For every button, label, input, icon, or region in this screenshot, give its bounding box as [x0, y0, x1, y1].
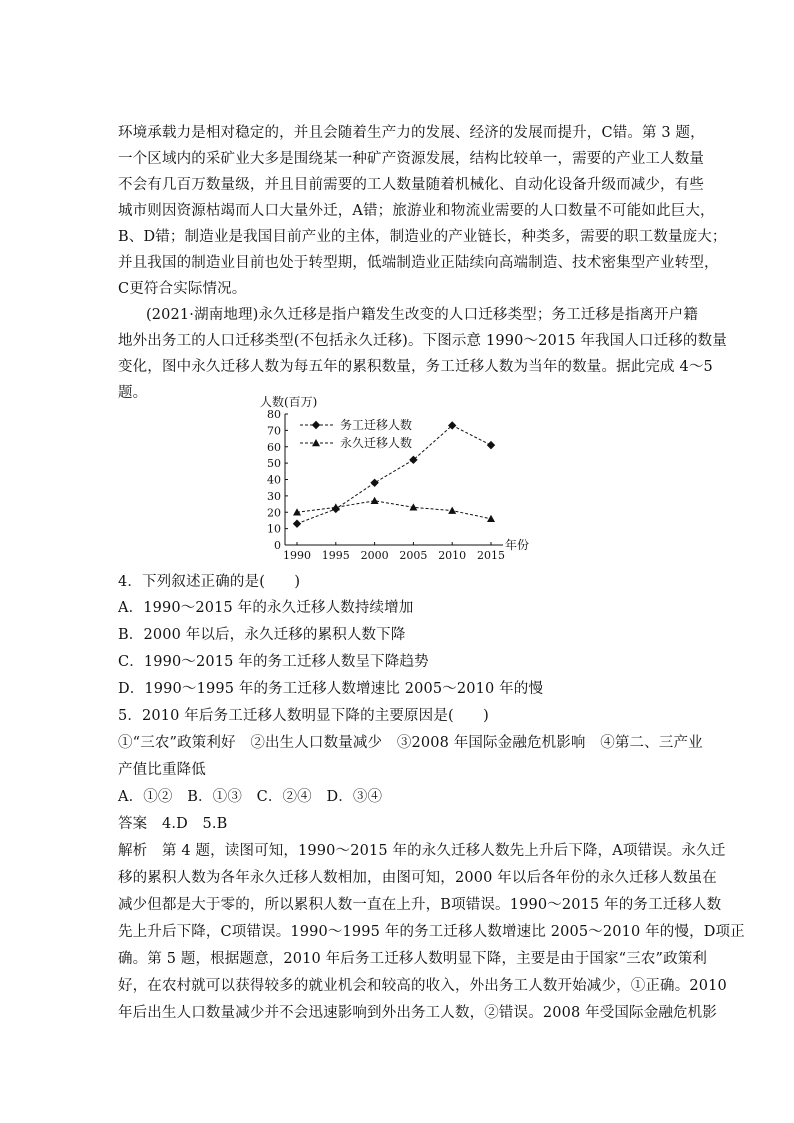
analysis-line: 确。第 5 题，根据题意，2010 年后务工迁移人数明显下降，主要是由于国家“三农”政策利 — [118, 951, 708, 967]
question-4-option-a: A．1990～2015 年的永久迁移人数持续增加 — [118, 600, 414, 616]
analysis-line: 好，在农村就可以获得较多的就业机会和较高的收入，外出务工人数开始减少，①正确。2010 — [118, 978, 727, 994]
question-5-items-cont: 产值比重降低 — [118, 762, 206, 778]
y-tick-label: 20 — [267, 506, 281, 520]
analysis-line: 解析 第 4 题，读图可知，1990～2015 年的永久迁移人数先上升后下降，A项错误。永久迁 — [118, 843, 726, 859]
x-tick-label: 1995 — [321, 549, 350, 562]
series-line-2 — [297, 501, 491, 519]
paragraph-line: 城市则因资源枯竭而人口大量外迁，A错；旅游业和物流业需要的人口数量不可能如此巨大， — [118, 203, 715, 219]
x-tick-label: 2015 — [477, 549, 505, 562]
paragraph-line: C更符合实际情况。 — [118, 281, 247, 297]
legend-marker — [312, 421, 320, 429]
y-tick-label: 10 — [267, 522, 281, 536]
paragraph-line: B、D错；制造业是我国目前产业的主体，制造业的产业链长，种类多，需要的职工数量庞大； — [118, 229, 727, 245]
data-point-series-2 — [371, 497, 379, 504]
question-5-options: A．①② B．①③ C．②④ D．③④ — [118, 789, 383, 805]
x-axis-label: 年份 — [505, 538, 530, 552]
y-tick-label: 50 — [267, 457, 281, 471]
question-4-option-d: D．1990～1995 年的务工迁移人数增速比 2005～2010 年的慢 — [118, 681, 544, 697]
y-tick-label: 70 — [267, 424, 281, 438]
question-5-stem: 5．2010 年后务工迁移人数明显下降的主要原因是( ) — [118, 708, 489, 724]
x-tick-label: 2005 — [399, 549, 428, 562]
y-tick-label: 60 — [267, 440, 281, 454]
question-4-stem: 4．下列叙述正确的是( ) — [118, 574, 301, 590]
legend-label: 永久迁移人数 — [340, 436, 413, 450]
data-point-series-2 — [487, 515, 495, 522]
data-point-series-2 — [409, 503, 417, 510]
y-axis-label: 人数(百万) — [260, 395, 318, 409]
analysis-line: 先上升后下降，C项错误。1990～1995 年的务工迁移人数增速比 2005～2010 年的慢，D项正 — [118, 924, 745, 940]
data-point-series-1 — [487, 441, 495, 449]
migration-line-chart — [255, 392, 545, 570]
y-tick-label: 30 — [267, 489, 281, 503]
y-tick-label: 80 — [267, 408, 281, 421]
y-tick-label: 0 — [274, 539, 281, 552]
x-tick-label: 2010 — [438, 549, 467, 562]
legend-marker — [312, 439, 320, 446]
intro-line: 题。 — [118, 385, 148, 401]
x-tick-label: 2000 — [360, 549, 389, 562]
data-point-series-1 — [293, 520, 301, 528]
paragraph-line: 并且我国的制造业目前也处于转型期，低端制造业正陆续向高端制造、技术密集型产业转型， — [118, 255, 719, 271]
analysis-line: 年后出生人口数量减少并不会迅速影响到外出务工人数，②错误。2008 年受国际金融危机影 — [118, 1005, 717, 1021]
x-tick-label: 1990 — [283, 549, 311, 562]
paragraph-line: 不会有几百万数量级，并且目前需要的工人数量随着机械化、自动化设备升级而减少，有些 — [118, 177, 704, 193]
analysis-line: 移的累积人数为各年永久迁移人数相加，由图可知，2000 年以后各年份的永久迁移人数虽在 — [118, 870, 717, 886]
y-tick-label: 40 — [267, 473, 281, 487]
data-point-series-2 — [448, 507, 456, 514]
data-point-series-1 — [370, 479, 378, 487]
intro-line: (2021·湖南地理)永久迁移是指户籍发生改变的人口迁移类型；务工迁移是指离开户籍 — [146, 307, 698, 323]
analysis-line: 减少但都是大于零的，所以累积人数一直在上升，B项错误。1990～2015 年的务工迁移人数 — [118, 897, 722, 913]
intro-line: 变化，图中永久迁移人数为每五年的累积数量，务工迁移人数为当年的数量。据此完成 4～5 — [118, 359, 713, 375]
question-4-option-b: B．2000 年以后，永久迁移的累积人数下降 — [118, 627, 406, 643]
question-5-items: ①“三农”政策利好 ②出生人口数量减少 ③2008 年国际金融危机影响 ④第二、三产业 — [118, 735, 703, 751]
paragraph-line: 一个区域内的采矿业大多是围绕某一种矿产资源发展，结构比较单一，需要的产业工人数量 — [118, 151, 704, 167]
intro-line: 地外出务工的人口迁移类型(不包括永久迁移)。下图示意 1990～2015 年我国人口迁移的数量 — [118, 333, 727, 349]
question-4-option-c: C．1990～2015 年的务工迁移人数呈下降趋势 — [118, 654, 429, 670]
paragraph-line: 环境承载力是相对稳定的，并且会随着生产力的发展、经济的发展而提升，C错。第 3 题， — [118, 125, 705, 141]
legend-label: 务工迁移人数 — [340, 418, 413, 432]
answer-line: 答案 4.D 5.B — [118, 816, 228, 832]
